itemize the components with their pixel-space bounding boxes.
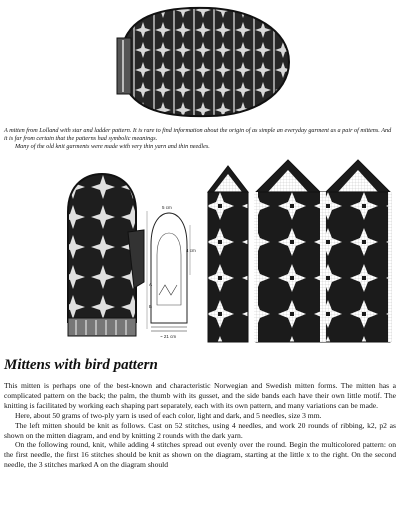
caption-line-1: A mitten from Lolland with star and ladder pattern. It is rare to find information about the origin of as simple an everyday garment as a pair of mittens. And it is far from certain that the patterns had symbolic meanings. bbox=[4, 127, 392, 142]
paragraph-2: Here, about 50 grams of two-ply yarn is used of each color, light and dark, and 5 needles, size 3 mm. bbox=[15, 410, 322, 420]
body-text bbox=[4, 381, 396, 470]
label-a: A bbox=[149, 282, 153, 287]
mitten-photo-lolland bbox=[113, 0, 293, 122]
knitting-chart bbox=[202, 152, 396, 344]
measure-label-bottom: ~ 21 cm bbox=[160, 334, 177, 339]
measure-label-top: 5 cm bbox=[162, 205, 172, 210]
section-heading: Mittens with bird pattern bbox=[4, 357, 158, 373]
paragraph-3: The left mitten should be knit as follows. Cast on 52 stitches, using 4 needles, and work 20 rounds of ribbing, k2, p2 as shown on the mitten diagram, and end by knitting 2 rounds with the dark yarn. bbox=[4, 420, 396, 440]
mitten-photo-bird-pattern bbox=[58, 172, 146, 338]
caption-line-2: Many of the old knit garments were made with very thin yarn and thin needles. bbox=[15, 143, 210, 150]
figure-caption bbox=[4, 127, 396, 151]
measure-label-side: 4 cm bbox=[186, 248, 196, 253]
paragraph-1: This mitten is perhaps one of the best-known and characteristic Norwegian and Swedish mitten forms. The mitten has a complicated pattern on the back; the palm, the thumb with its gusset, and the side bands each have their own little motif. The knitting is facilitated by working each shaping part separately, each with its own pattern, and many variations can be made. bbox=[4, 381, 396, 410]
paragraph-4: On the following round, knit, while adding 4 stitches spread out evenly over the round. Begin the multicolored pattern: on the first needle, the first 16 stitches should be knit as shown on the diagram, starting at the little x to the right. On the second needle, the 3 stitches marked A on the diagram should bbox=[4, 440, 396, 470]
mitten-outline-diagram bbox=[145, 205, 193, 340]
label-b: B bbox=[149, 304, 153, 309]
